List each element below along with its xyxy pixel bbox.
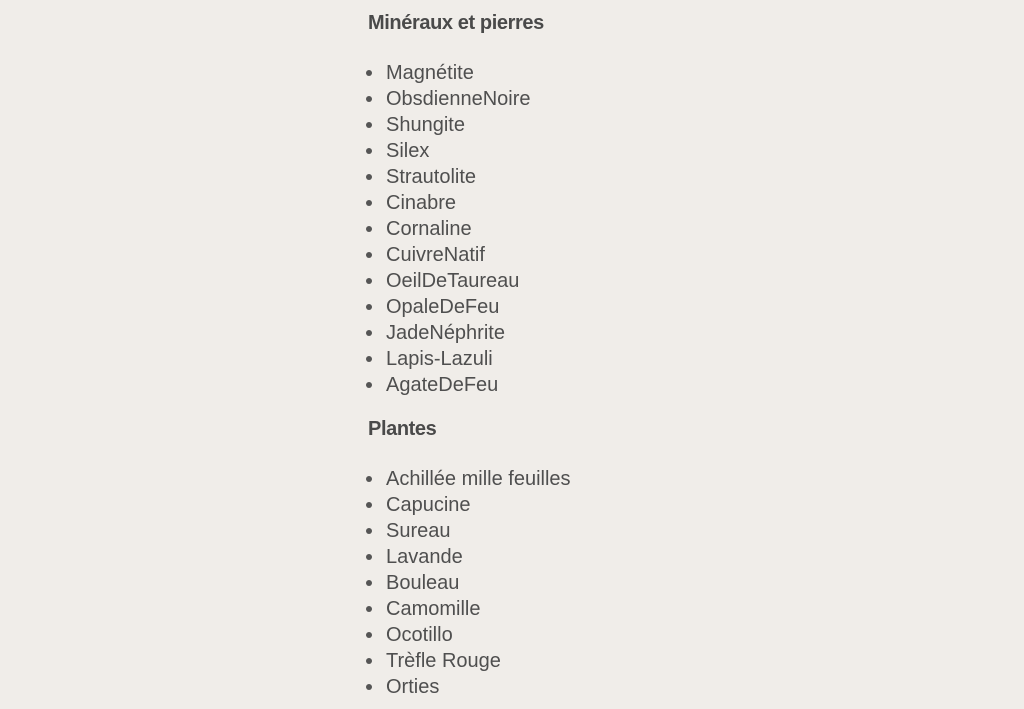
- list-item: [368, 622, 968, 648]
- bullet-icon: [366, 658, 372, 664]
- list-item-label: Lapis-Lazuli: [386, 348, 493, 370]
- list-item: [368, 570, 968, 596]
- bullet-icon: [366, 252, 372, 258]
- list-item: [368, 544, 968, 570]
- list-item-label: Achillée mille feuilles: [386, 468, 571, 490]
- bullet-icon: [366, 226, 372, 232]
- list-item: [368, 268, 968, 294]
- list-item: [368, 674, 968, 700]
- list-item-label: Lavande: [386, 546, 463, 568]
- minerals-list: [368, 60, 968, 398]
- list-item-label: Ocotillo: [386, 624, 453, 646]
- list-item: [368, 346, 968, 372]
- list-item: [368, 138, 968, 164]
- list-item-label: Silex: [386, 140, 430, 162]
- bullet-icon: [366, 356, 372, 362]
- list-item: [368, 164, 968, 190]
- list-item-label: CuivreNatif: [386, 244, 485, 266]
- list-item: [368, 372, 968, 398]
- content-column: [368, 0, 968, 700]
- plants-list: [368, 466, 968, 700]
- list-item: [368, 190, 968, 216]
- list-item-label: Sureau: [386, 520, 451, 542]
- bullet-icon: [366, 606, 372, 612]
- list-item: [368, 466, 968, 492]
- bullet-icon: [366, 476, 372, 482]
- list-item: [368, 60, 968, 86]
- list-item-label: Cornaline: [386, 218, 472, 240]
- list-item-label: Camomille: [386, 598, 481, 620]
- section-title-plants: Plantes: [368, 418, 437, 440]
- bullet-icon: [366, 632, 372, 638]
- list-item: [368, 112, 968, 138]
- bullet-icon: [366, 684, 372, 690]
- list-item-label: Capucine: [386, 494, 471, 516]
- list-item: [368, 648, 968, 674]
- list-item-label: Shungite: [386, 114, 465, 136]
- section-spacer: [368, 398, 968, 416]
- bullet-icon: [366, 304, 372, 310]
- bullet-icon: [366, 554, 372, 560]
- list-item: [368, 518, 968, 544]
- bullet-icon: [366, 580, 372, 586]
- bullet-icon: [366, 502, 372, 508]
- list-item-label: OpaleDeFeu: [386, 296, 500, 318]
- list-item: [368, 216, 968, 242]
- list-item: [368, 86, 968, 112]
- bullet-icon: [366, 528, 372, 534]
- bullet-icon: [366, 278, 372, 284]
- list-item-label: OeilDeTaureau: [386, 270, 520, 292]
- list-item-label: Magnétite: [386, 62, 474, 84]
- section-title-minerals: Minéraux et pierres: [368, 12, 544, 34]
- bullet-icon: [366, 330, 372, 336]
- list-item: [368, 242, 968, 268]
- list-item-label: Trèfle Rouge: [386, 650, 501, 672]
- list-item: [368, 596, 968, 622]
- list-item-label: Cinabre: [386, 192, 457, 214]
- list-item: [368, 320, 968, 346]
- list-item-label: JadeNéphrite: [386, 322, 505, 344]
- list-item-label: Strautolite: [386, 166, 477, 188]
- list-item-label: Orties: [386, 676, 440, 698]
- list-item-label: ObsdienneNoire: [386, 88, 531, 110]
- list-item: [368, 492, 968, 518]
- bullet-icon: [366, 70, 372, 76]
- bullet-icon: [366, 96, 372, 102]
- list-item-label: AgateDeFeu: [386, 374, 499, 396]
- list-item: [368, 294, 968, 320]
- bullet-icon: [366, 200, 372, 206]
- bullet-icon: [366, 148, 372, 154]
- bullet-icon: [366, 122, 372, 128]
- list-item-label: Bouleau: [386, 572, 460, 594]
- bullet-icon: [366, 382, 372, 388]
- bullet-icon: [366, 174, 372, 180]
